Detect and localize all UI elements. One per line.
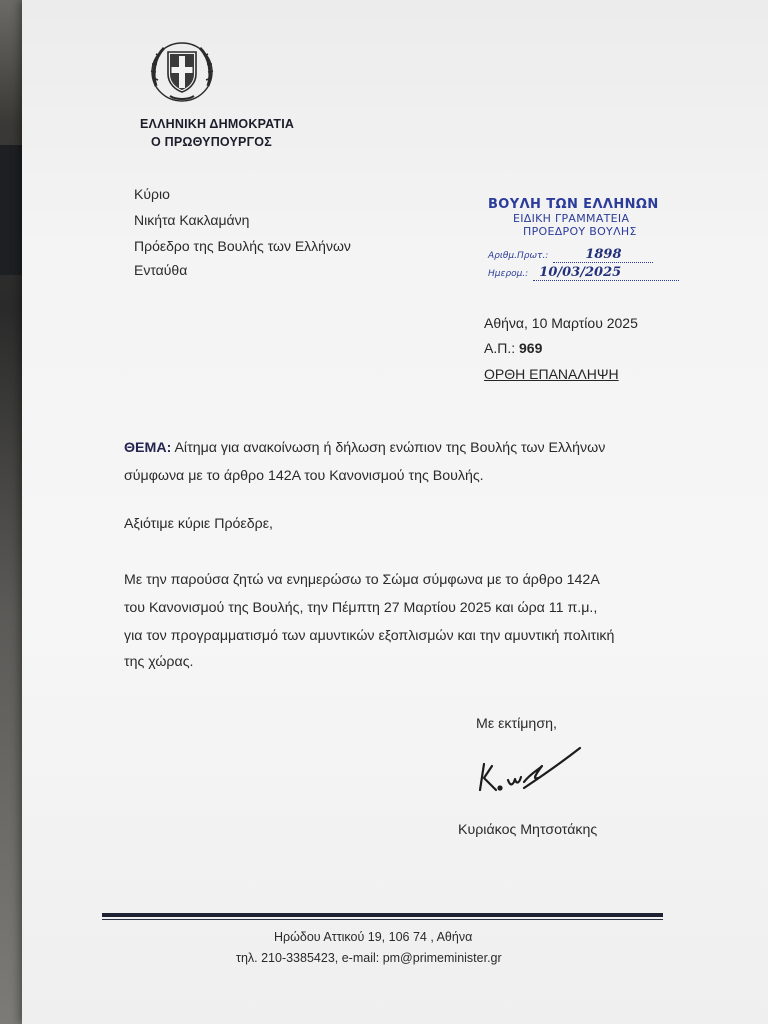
- subject-line-2: σύμφωνα με το άρθρο 142Α του Κανονισμού της Βουλής.: [124, 468, 484, 484]
- stamp-date-value: 10/03/2025: [539, 265, 622, 280]
- stamp-date-row: [488, 261, 679, 281]
- stamp-protocol-value: 1898: [585, 247, 622, 262]
- body-paragraph-line-3: για τον προγραμματισμό των αμυντικών εξοπλισμών και την αμυντική πολιτική: [124, 628, 615, 644]
- body-paragraph-line-4: της χώρας.: [124, 654, 194, 670]
- correction-notice: ΟΡΘΗ ΕΠΑΝΑΛΗΨΗ: [484, 366, 619, 382]
- stamp-protocol-field: [553, 243, 653, 263]
- recipient-name: Νικήτα Κακλαμάνη: [134, 212, 250, 228]
- recipient-title: Κύριο: [134, 186, 170, 202]
- subject-text-1: Αίτημα για ανακοίνωση ή δήλωση ενώπιον της Βουλής των Ελλήνων: [174, 440, 606, 456]
- subject-line-1: [124, 436, 605, 461]
- body-paragraph-line-2: του Κανονισμού της Βουλής, την Πέμπτη 27 Μαρτίου 2025 και ώρα 11 π.μ.,: [124, 600, 598, 616]
- stamp-date-label: Ημερομ.:: [488, 269, 529, 279]
- stamp-subtitle-2: ΠΡΟΕΔΡΟΥ ΒΟΥΛΗΣ: [523, 225, 637, 238]
- header-office: Ο ΠΡΩΘΥΠΟΥΡΓΟΣ: [151, 135, 272, 149]
- handwritten-signature-icon: [472, 740, 588, 798]
- greek-coat-of-arms-icon: [146, 34, 218, 106]
- subject-label: ΘΕΜΑ:: [124, 440, 172, 456]
- recipient-location: Ενταύθα: [134, 262, 188, 278]
- background-book: [0, 145, 22, 275]
- reference-number: [484, 340, 542, 356]
- reference-label: Α.Π.:: [484, 340, 516, 356]
- salutation: Αξιότιμε κύριε Πρόεδρε,: [124, 516, 273, 532]
- footer-address: Ηρώδου Αττικού 19, 106 74 , Αθήνα: [274, 930, 473, 944]
- footer-rule-thin: [102, 919, 663, 920]
- body-paragraph-line-1: Με την παρούσα ζητώ να ενημερώσω το Σώμα σύμφωνα με το άρθρο 142Α: [124, 572, 600, 588]
- footer-rule-thick: [102, 913, 663, 917]
- place-and-date: Αθήνα, 10 Μαρτίου 2025: [484, 315, 638, 331]
- stamp-subtitle-1: ΕΙΔΙΚΗ ΓΡΑΜΜΑΤΕΙΑ: [513, 212, 630, 225]
- stamp-title: ΒΟΥΛΗ ΤΩΝ ΕΛΛΗΝΩΝ: [488, 197, 659, 212]
- reference-value: 969: [519, 340, 543, 356]
- stamp-protocol-row: [488, 243, 653, 263]
- stamp-protocol-label: Αριθμ.Πρωτ.:: [488, 251, 549, 261]
- stamp-date-field: [533, 261, 679, 281]
- signatory-name: Κυριάκος Μητσοτάκης: [458, 822, 598, 838]
- header-country: ΕΛΛΗΝΙΚΗ ΔΗΜΟΚΡΑΤΙΑ: [140, 117, 295, 131]
- closing-regards: Με εκτίμηση,: [476, 716, 557, 732]
- recipient-position: Πρόεδρο της Βουλής των Ελλήνων: [134, 238, 351, 254]
- footer-contact: τηλ. 210-3385423, e-mail: pm@primeminister.gr: [236, 951, 502, 965]
